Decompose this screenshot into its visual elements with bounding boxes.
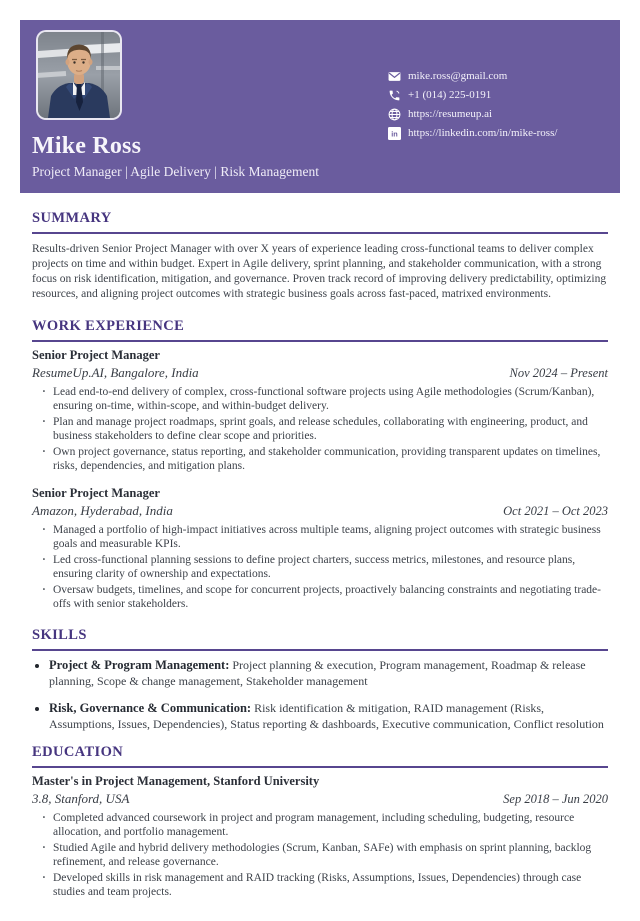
job-dates: Nov 2024 – Present — [509, 366, 608, 380]
email-icon — [388, 70, 401, 83]
contact-website[interactable] — [388, 108, 557, 121]
contact-email[interactable] — [388, 70, 557, 83]
job-bullet-list — [32, 523, 608, 611]
resume-body — [20, 210, 620, 899]
job-title: Senior Project Manager — [32, 348, 160, 362]
education-meta-row — [32, 790, 608, 808]
education-meta: 3.8, Stanford, USA — [32, 791, 130, 806]
education-heading: EDUCATION — [32, 744, 608, 768]
skills-list — [32, 658, 608, 732]
job-title: Senior Project Manager — [32, 486, 160, 500]
contact-email-text: mike.ross@gmail.com — [408, 70, 508, 83]
section-summary — [32, 210, 608, 302]
globe-icon — [388, 108, 401, 121]
person-title-line: Project Manager | Agile Delivery | Risk Management — [32, 164, 319, 179]
work-experience-heading: WORK EXPERIENCE — [32, 318, 608, 342]
skill-item — [49, 701, 608, 732]
contact-phone-text: +1 (014) 225-0191 — [408, 89, 492, 102]
contact-linkedin[interactable] — [388, 127, 557, 140]
section-skills — [32, 627, 608, 732]
job-bullet: · Own project governance, status reporting, and stakeholder communication, providing transparent updates on timelines, risks, dependencies, and mitigation plans. — [53, 445, 608, 473]
section-work-experience — [32, 318, 608, 611]
skill-text: Risk identification & mitigation, RAID management (Risks, Assumptions, Issues, Dependencies), Status reporting & dashboards, Executive communication, Conflict resolution — [49, 701, 604, 731]
skill-text: Project planning & execution, Program management, Roadmap & release planning, Scope & change management, Stakeholder management — [49, 658, 586, 688]
profile-photo-illustration — [38, 32, 120, 118]
degree-title: Master's in Project Management, Stanford University — [32, 774, 320, 788]
job-dates: Oct 2021 – Oct 2023 — [503, 504, 608, 518]
person-name: Mike Ross — [32, 133, 142, 159]
skills-heading: SKILLS — [32, 627, 608, 651]
section-education — [32, 744, 608, 899]
education-bullet: · Studied Agile and hybrid delivery methodologies (Scrum, Kanban, SAFe) with emphasis on sprint planning, backlog refinement, and release governance. — [53, 841, 608, 869]
summary-heading: SUMMARY — [32, 210, 608, 234]
job-entry — [32, 347, 608, 473]
identity-block — [32, 133, 319, 180]
education-bullet: · Completed advanced coursework in project and program management, including scheduling, budgeting, resource allocation, and portfolio management. — [53, 811, 608, 839]
phone-icon — [388, 89, 401, 102]
job-bullet-list — [32, 385, 608, 473]
education-dates: Sep 2018 – Jun 2020 — [503, 792, 608, 806]
linkedin-icon — [388, 127, 401, 140]
contact-phone[interactable] — [388, 89, 557, 102]
job-bullet: · Managed a portfolio of high-impact initiatives across multiple teams, aligning project outcomes with strategic business goals and measurable KPIs. — [53, 523, 608, 551]
profile-photo — [38, 32, 120, 118]
job-organization: ResumeUp.AI, Bangalore, India — [32, 365, 199, 380]
summary-text: Results-driven Senior Project Manager with over X years of experience leading cross-functional teams to deliver complex projects on time and within budget. Expert in Agile delivery, sprint planning, and stakeholder communication, with a strong focus on risk identification, mitigation, and governance. Proven track record of improving delivery predictability, optimizing resources, and aligning project outcomes with strategic business goals across fast-paced, matrixed environments. — [32, 243, 607, 300]
education-entry — [32, 773, 608, 899]
skill-label: Project & Program Management: — [49, 658, 230, 672]
job-bullet: · Led cross-functional planning sessions to define project charters, success metrics, milestones, and resource plans, ensuring clarity of ownership and expectations. — [53, 553, 608, 581]
contact-website-text: https://resumeup.ai — [408, 108, 493, 121]
skill-item — [49, 658, 608, 689]
header-band — [20, 20, 620, 193]
svg-text:in: in — [391, 129, 398, 139]
job-entry — [32, 485, 608, 611]
education-bullet-list — [32, 811, 608, 899]
job-bullet: · Plan and manage project roadmaps, sprint goals, and release schedules, collaborating with engineering, product, and business stakeholders to define clear scope and priorities. — [53, 415, 608, 443]
skill-label: Risk, Governance & Communication: — [49, 701, 252, 715]
job-bullet: · Oversaw budgets, timelines, and scope for concurrent projects, proactively balancing constraints and negotiating trade-offs with senior stakeholders. — [53, 583, 608, 611]
job-organization: Amazon, Hyderabad, India — [32, 503, 173, 518]
job-bullet: · Lead end-to-end delivery of complex, cross-functional software projects using Agile methodologies (Scrum/Kanban), ensuring on-time, within-scope, and within-budget delivery. — [53, 385, 608, 413]
job-meta-row — [32, 364, 608, 382]
education-bullet: · Developed skills in risk management and RAID tracking (Risks, Assumptions, Issues, Dependencies) through case studies and team projects. — [53, 871, 608, 899]
contact-linkedin-text: https://linkedin.com/in/mike-ross/ — [408, 127, 558, 140]
contact-list — [388, 70, 557, 146]
job-meta-row — [32, 502, 608, 520]
